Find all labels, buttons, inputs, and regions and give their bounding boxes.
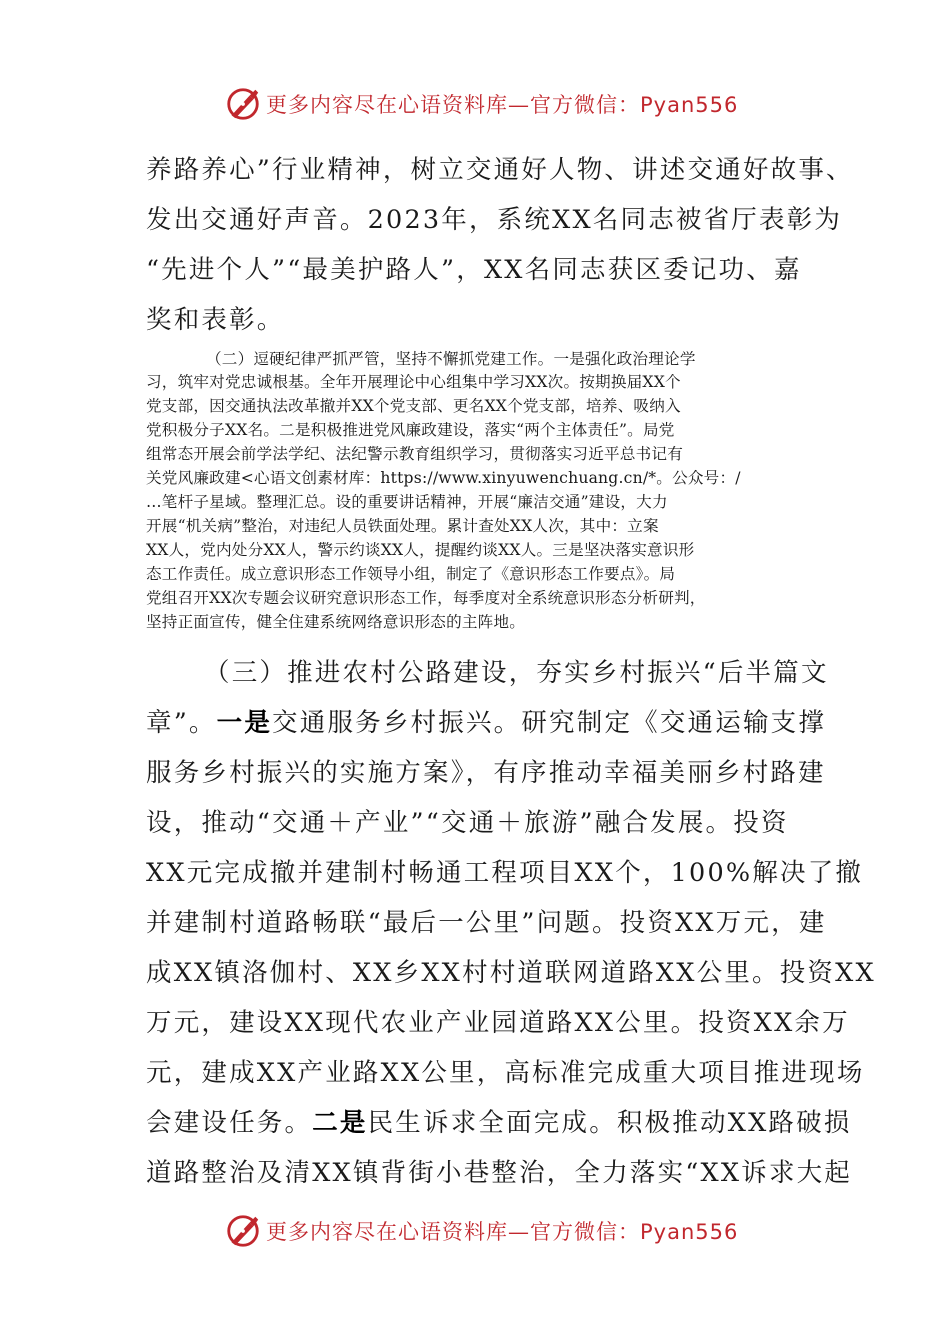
text-line: 关党风廉政建<心语文创素材库：https://www.xinyuwenchuang.cn/*。公众号：/ (146, 469, 741, 487)
point-one-label: 一是 (216, 708, 273, 738)
text-line: 设，推动“交通＋产业”“交通＋旅游”融合发展。投资 (146, 808, 789, 838)
text-line: XX元完成撤并建制村畅通工程项目XX个，100%解决了撤 (146, 858, 864, 888)
point-two-label: 二是 (312, 1108, 368, 1138)
text-line: 成XX镇洛伽村、XX乡XX村村道联网道路XX公里。投资XX (146, 958, 876, 988)
text-line: …笔杆子星域。整理汇总。设的重要讲话精神，开展“廉洁交通”建设，大力 (146, 493, 668, 511)
text-line: 会建设任务。二是民生诉求全面完成。积极推动XX路破损 (146, 1108, 852, 1138)
text-line: 元，建成XX产业路XX公里，高标准完成重大项目推进现场 (146, 1058, 865, 1088)
pen-logo-icon (224, 85, 262, 123)
text-line: 并建制村道路畅联“最后一公里”问题。投资XX万元，建 (146, 908, 827, 938)
text-line: 奖和表彰。 (146, 305, 285, 335)
text-line: 发出交通好声音。2023年，系统XX名同志被省厅表彰为 (146, 205, 843, 235)
text-line: 章”。一是交通服务乡村振兴。研究制定《交通运输支撑 (146, 708, 827, 738)
text-line: 开展“机关病”整治，对违纪人员铁面处理。累计查处XX人次，其中：立案 (146, 517, 659, 535)
text-line: 服务乡村振兴的实施方案》，有序推动幸福美丽乡村路建 (146, 758, 826, 788)
header-banner-text: 更多内容尽在心语资料库—官方微信：Pyan556 (266, 93, 739, 117)
text-line: 道路整治及清XX镇背街小巷整治，全力落实“XX诉求大起 (146, 1158, 853, 1188)
text-line: 坚持正面宣传，健全住建系统网络意识形态的主阵地。 (146, 613, 526, 631)
text-line: 态工作责任。成立意识形态工作领导小组，制定了《意识形态工作要点》。局 (146, 565, 676, 583)
text-line: 万元，建设XX现代农业产业园道路XX公里。投资XX余万 (146, 1008, 850, 1038)
footer-banner-text: 更多内容尽在心语资料库—官方微信：Pyan556 (266, 1220, 739, 1244)
text-line: 党支部，因交通执法改革撤并XX个党支部、更名XX个党支部，培养、吸纳入 (146, 397, 681, 415)
section3-heading-line: （三）推进农村公路建设，夯实乡村振兴“后半篇文 (204, 658, 829, 688)
pen-logo-icon (224, 1212, 262, 1250)
header-banner (224, 84, 744, 124)
footer-banner (224, 1211, 744, 1251)
text-line: XX人，党内处分XX人，警示约谈XX人，提醒约谈XX人。三是坚决落实意识形 (146, 541, 695, 559)
text-line: 党组召开XX次专题会议研究意识形态工作，每季度对全系统意识形态分析研判， (146, 589, 706, 607)
text-line: 组常态开展会前学法学纪、法纪警示教育组织学习，贯彻落实习近平总书记有 (146, 445, 683, 463)
text-line: “先进个人”“最美护路人”，XX名同志获区委记功、嘉 (146, 255, 802, 285)
text-line: 党积极分子XX名。二是积极推进党风廉政建设，落实“两个主体责任”。局党 (146, 421, 675, 439)
text-line: 习，筑牢对党忠诚根基。全年开展理论中心组集中学习XX次。按期换届XX个 (146, 373, 681, 391)
text-line: （二）逗硬纪律严抓严管，坚持不懈抓党建工作。一是强化政治理论学 (206, 350, 696, 368)
text-line: 养路养心”行业精神，树立交通好人物、讲述交通好故事、 (146, 155, 854, 185)
